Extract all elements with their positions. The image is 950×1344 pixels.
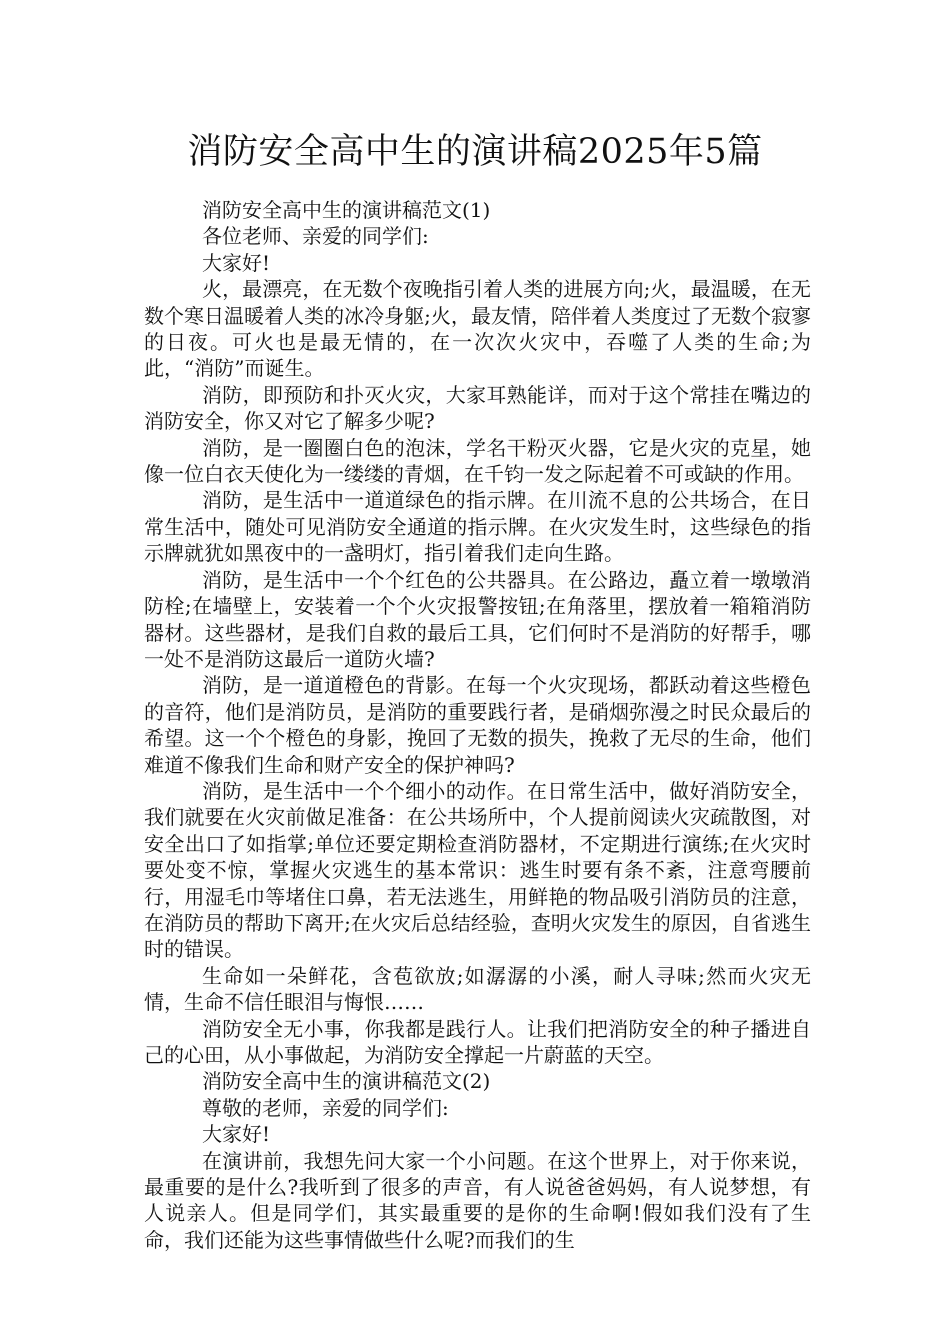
document-title: 消防安全高中生的演讲稿2025年5篇 bbox=[187, 132, 763, 172]
section-heading-2: 消防安全高中生的演讲稿范文(2) bbox=[202, 1069, 491, 1094]
body-paragraph: 消防，是一道道橙色的背影。在每一个火灾现场，都跃动着这些橙色的音符，他们是消防员，是消防的重要践行者，是硝烟弥漫之时民众最后的希望。这一个个橙色的身影，挽回了无数的损失，挽救了无尽的生命，他们难道不像我们生命和财产安全的保护神吗? bbox=[144, 673, 811, 777]
body-paragraph: 火，最漂亮，在无数个夜晚指引着人类的进展方向;火，最温暖，在无数个寒日温暖着人类的冰冷身躯;火，最友情，陪伴着人类度过了无数个寂寥的日夜。可火也是最无情的，在一次次火灾中，吞噬了人类的生命;为此，“消防”而诞生。 bbox=[144, 277, 811, 381]
body-paragraph: 消防，是生活中一个个红色的公共器具。在公路边，矗立着一墩墩消防栓;在墙壁上，安装着一个个火灾报警按钮;在角落里，摆放着一箱箱消防器材。这些器材，是我们自救的最后工具，它们何时不是消防的好帮手，哪一处不是消防这最后一道防火墙? bbox=[144, 567, 811, 671]
greeting: 大家好! bbox=[202, 250, 271, 275]
greeting: 大家好! bbox=[202, 1122, 271, 1147]
body-paragraph: 消防，是一圈圈白色的泡沫，学名干粉灭火器，它是火灾的克星，她像一位白衣天使化为一缕缕的青烟，在千钧一发之际起着不可或缺的作用。 bbox=[144, 435, 811, 487]
section-heading-1: 消防安全高中生的演讲稿范文(1) bbox=[202, 198, 491, 222]
salutation: 各位老师、亲爱的同学们: bbox=[202, 224, 429, 249]
salutation: 尊敬的老师，亲爱的同学们: bbox=[202, 1095, 449, 1120]
body-paragraph: 消防，是生活中一道道绿色的指示牌。在川流不息的公共场合，在日常生活中，随处可见消防安全通道的指示牌。在火灾发生时，这些绿色的指示牌就犹如黑夜中的一盏明灯，指引着我们走向生路。 bbox=[144, 488, 811, 566]
document-body bbox=[144, 197, 811, 1253]
body-paragraph: 在演讲前，我想先问大家一个小问题。在这个世界上，对于你来说，最重要的是什么?我听到了很多的声音，有人说爸爸妈妈，有人说梦想，有人说亲人。但是同学们，其实最重要的是你的生命啊!假如我们没有了生命，我们还能为这些事情做些什么呢?而我们的生 bbox=[144, 1148, 811, 1252]
body-paragraph: 消防，是生活中一个个细小的动作。在日常生活中，做好消防安全，我们就要在火灾前做足准备：在公共场所中，个人提前阅读火灾疏散图，对安全出口了如指掌;单位还要定期检查消防器材，不定期进行演练;在火灾时要处变不惊，掌握火灾逃生的基本常识：逃生时要有条不紊，注意弯腰前行，用湿毛巾等堵住口鼻，若无法逃生，用鲜艳的物品吸引消防员的注意，在消防员的帮助下离开;在火灾后总结经验，查明火灾发生的原因，自省逃生时的错误。 bbox=[144, 778, 811, 962]
body-paragraph: 消防，即预防和扑灭火灾，大家耳熟能详，而对于这个常挂在嘴边的消防安全，你又对它了解多少呢? bbox=[144, 382, 811, 434]
body-paragraph: 消防安全无小事，你我都是践行人。让我们把消防安全的种子播进自己的心田，从小事做起，为消防安全撑起一片蔚蓝的天空。 bbox=[144, 1016, 811, 1067]
body-paragraph: 生命如一朵鲜花，含苞欲放;如潺潺的小溪，耐人寻味;然而火灾无情，生命不信任眼泪与悔恨…… bbox=[144, 963, 811, 1015]
